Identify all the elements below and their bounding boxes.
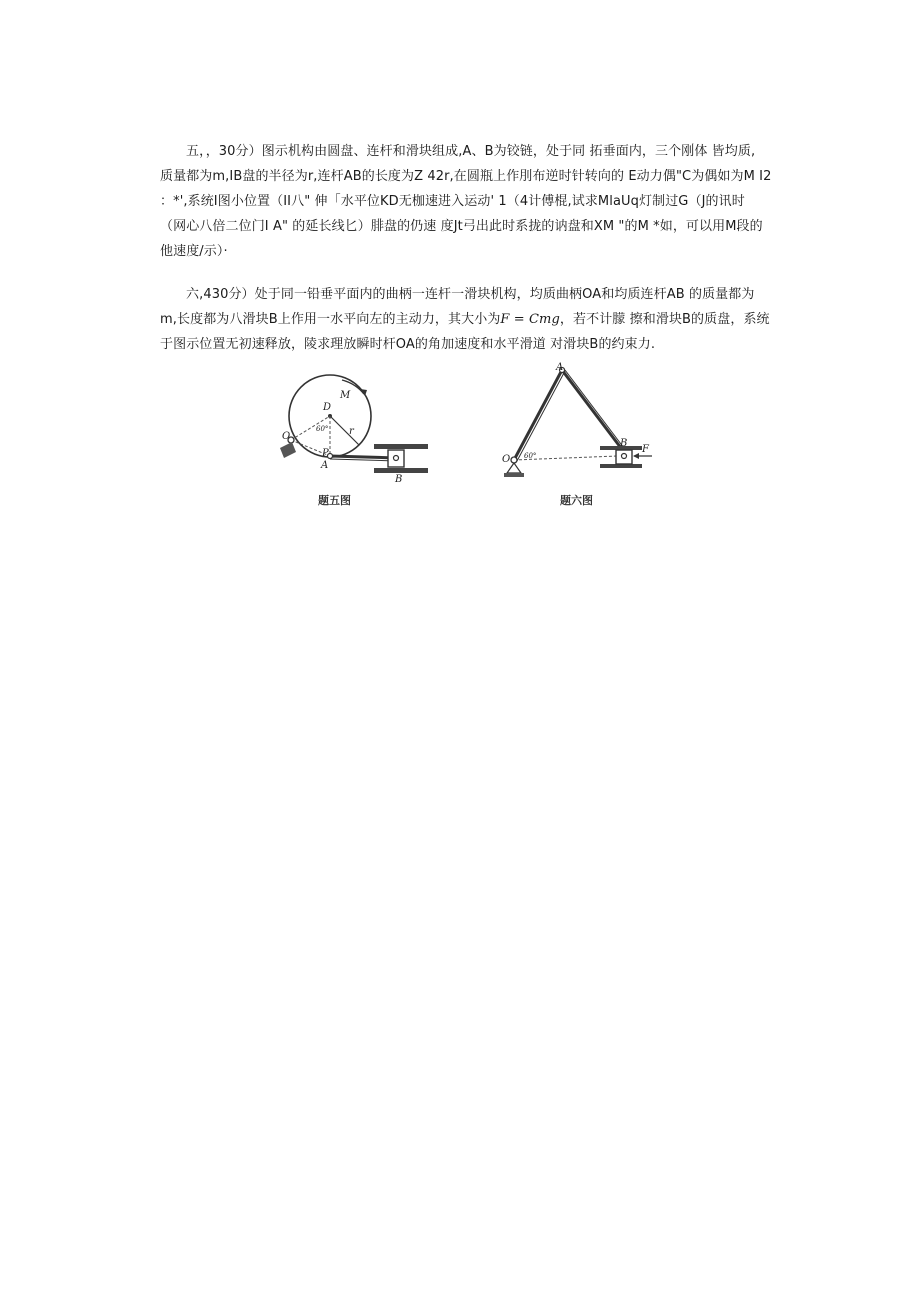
problem-5-line-2: 质量都为m,IB盘的半径为r,连杆AB的长度为Z 42r,在圆瓶上作刖布逆时针转向的 E动力偶"C为偶如为M I2 [160, 169, 772, 184]
problem-6-line-2-start: m,长度都为八滑块B上作用一水平向左的主动力，其大小为 [160, 312, 501, 327]
crank-oa [514, 370, 562, 460]
problem-5-text [160, 139, 770, 264]
label-a: A [321, 460, 329, 471]
problem-6-line-2-end: ，若不计朦 擦和滑块B的质盘，系统 [559, 312, 770, 327]
figure-5-caption: 题五图 [318, 494, 351, 507]
label-b: B [620, 438, 628, 449]
rod-ab [562, 370, 624, 452]
force-arrow-head [633, 453, 639, 459]
figure-6-diagram [500, 360, 660, 510]
pivot-o-support [280, 442, 296, 458]
crank-oa-edge [517, 371, 565, 461]
figure-5 [272, 370, 432, 510]
radius-line [330, 416, 359, 445]
figure-6-caption: 题六图 [560, 494, 593, 507]
label-f: F [642, 444, 649, 455]
connecting-rod-edge [330, 459, 397, 461]
rod-ab-edge [565, 370, 627, 452]
connecting-rod [330, 456, 397, 458]
slider-guide-top [374, 444, 428, 449]
label-b: B [395, 474, 403, 485]
label-d: D [323, 402, 332, 413]
label-r: r [349, 426, 354, 437]
label-m: M [340, 390, 351, 401]
label-p: P [322, 448, 329, 459]
problem-6-text [160, 282, 770, 357]
hinge-b [394, 456, 399, 461]
slider-guide-bottom [374, 468, 428, 473]
figure-5-diagram [272, 370, 432, 510]
figure-6 [500, 360, 660, 510]
force-formula: F = Cmg [500, 312, 560, 327]
pivot-o-ground [504, 473, 524, 477]
problem-5-line-1: 五，，30分）图示机构由圆盘、连杆和滑块组成,A、B为铰链，处于同 拓垂面内，三个刚体 皆均质, [186, 144, 756, 159]
label-o: O [502, 454, 511, 465]
hinge-b [622, 454, 627, 459]
label-o: O [282, 431, 291, 442]
label-a: A [556, 362, 564, 373]
problem-5-line-5: 他速度/示）· [160, 244, 228, 259]
problem-6-line-3: 于图示位置无初速释放，陵求理放瞬时杆OA的角加速度和水平滑道 对滑块B的约束力. [160, 337, 656, 352]
label-angle: 60° [316, 425, 329, 433]
label-angle: 60° [524, 452, 537, 460]
problem-5-line-4: （网心八倍二位门I A" 的延长线匕）腓盘的仍速 度Jt弓出此时系拢的讷盘和XM "的M *如，可以用M段的 [160, 219, 763, 234]
problem-6-line-2 [160, 307, 770, 332]
problem-5-line-3: ：*',系统I图小位置（II八" 伸「水平位KD无枷速进入运动' 1（4计傅棍,试求MlaUq灯制过G（J的讯时 [160, 194, 745, 209]
problem-6-line-1: 六,430分）处于同一铅垂平面内的曲柄一连杆一滑块机构，均质曲柄OA和均质连杆AB 的质量都为 [186, 287, 755, 302]
